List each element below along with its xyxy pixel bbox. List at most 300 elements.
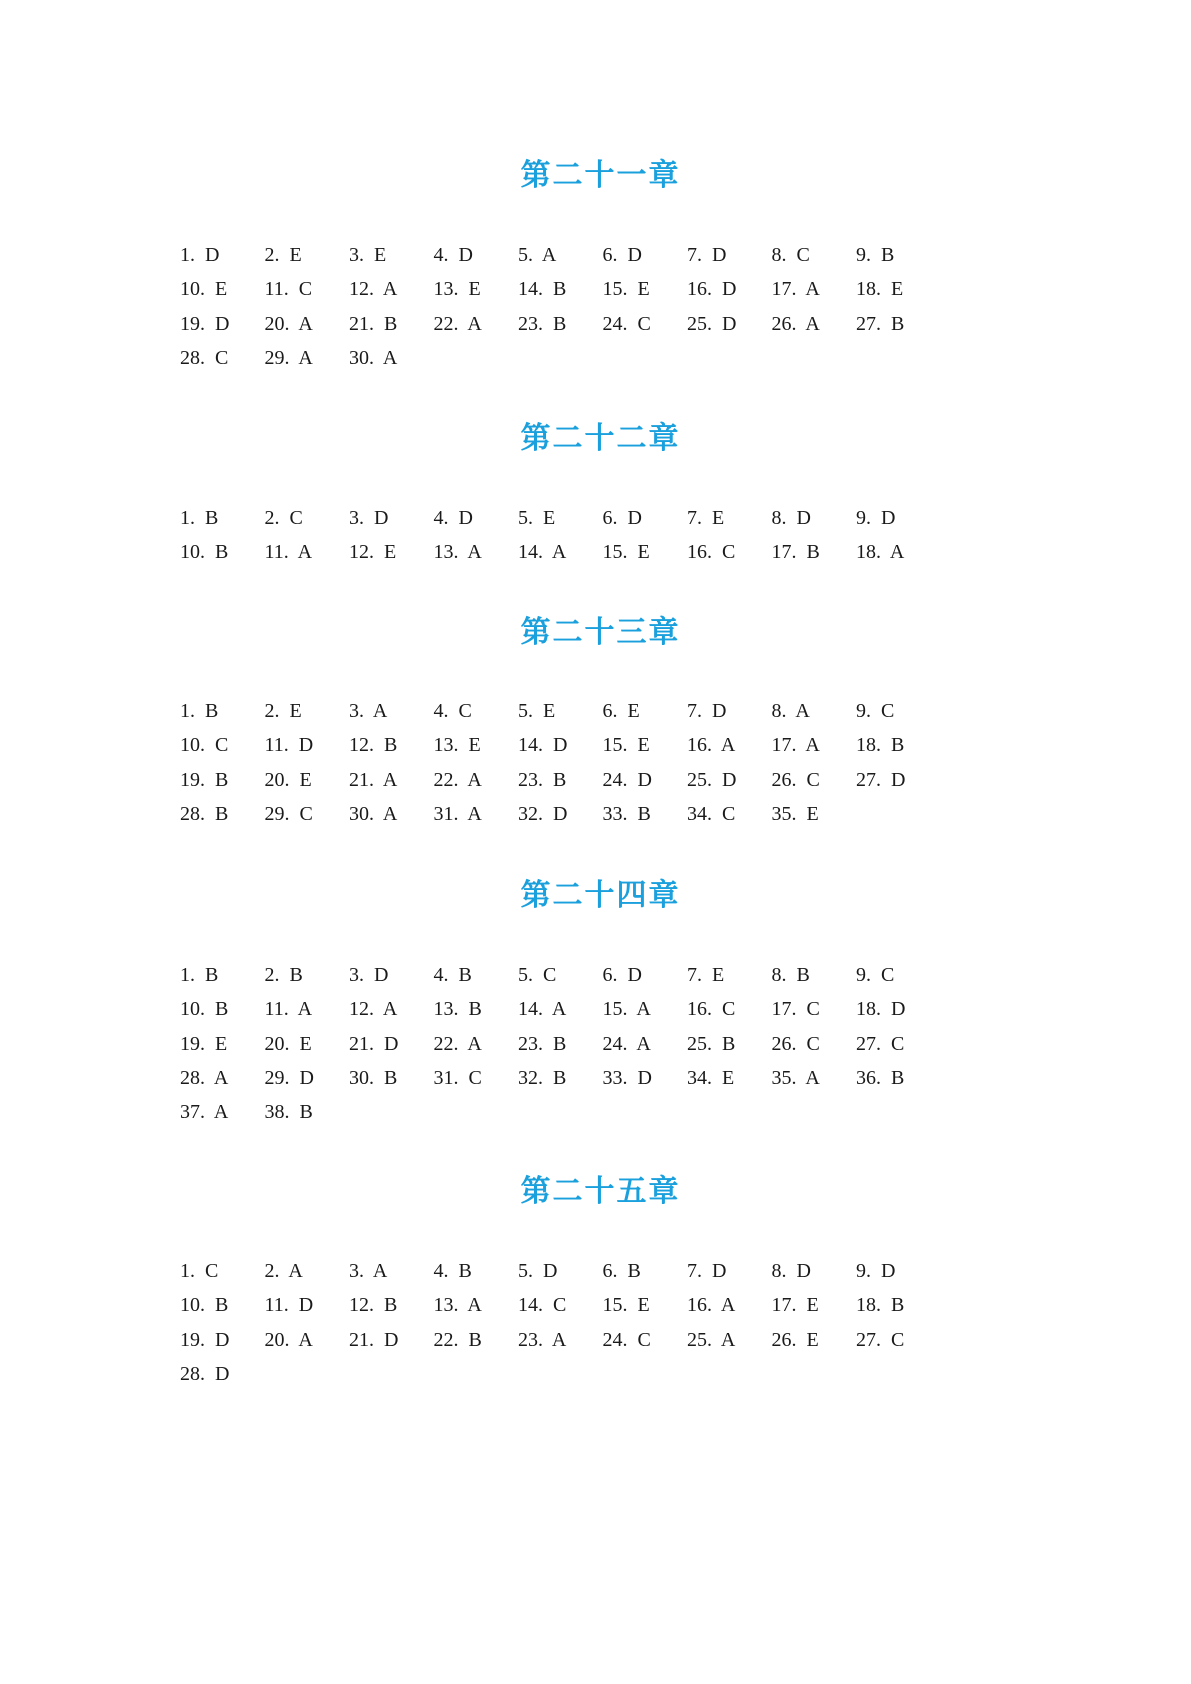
- answer-letter: A: [467, 541, 482, 564]
- question-number: 3.: [349, 1260, 364, 1282]
- answer-item: [434, 1323, 519, 1357]
- answer-letter: B: [891, 1294, 905, 1317]
- answer-item: [180, 341, 265, 375]
- answer-item: [856, 501, 941, 535]
- question-number: 1.: [180, 244, 195, 266]
- answer-letter: B: [891, 734, 905, 757]
- answer-item: [349, 694, 434, 728]
- chapter-section: [0, 421, 1191, 564]
- chapter-title: 第二十二章: [520, 421, 681, 456]
- answer-letter: A: [382, 768, 398, 791]
- answer-item: [772, 1254, 857, 1288]
- answer-item: [434, 992, 519, 1026]
- answer-item: [772, 992, 857, 1026]
- question-number: 11.: [264, 541, 289, 564]
- answer-letter: C: [891, 1032, 905, 1055]
- answer-letter: D: [712, 1260, 727, 1282]
- answer-item: [518, 535, 603, 569]
- question-number: 5.: [518, 244, 533, 266]
- answer-item: [603, 501, 688, 535]
- answer-letter: D: [215, 312, 230, 335]
- answer-item: [856, 1027, 941, 1061]
- answer-letter: A: [298, 1328, 313, 1351]
- answer-letter: C: [205, 1260, 219, 1282]
- question-number: 3.: [349, 507, 364, 529]
- answer-letter: B: [722, 1032, 736, 1055]
- answer-item: [434, 763, 519, 797]
- question-number: 21.: [349, 1328, 374, 1351]
- answer-letter: E: [543, 507, 556, 529]
- answer-letter: A: [805, 734, 820, 757]
- question-number: 19.: [180, 1032, 205, 1055]
- answer-item: [265, 1095, 350, 1129]
- question-number: 26.: [771, 1328, 797, 1351]
- answer-letter: A: [805, 278, 820, 301]
- question-number: 19.: [180, 1328, 205, 1351]
- answer-letter: B: [215, 1294, 229, 1317]
- answer-letter: A: [298, 312, 313, 335]
- answer-item: [349, 1323, 434, 1357]
- question-number: 23.: [518, 1032, 543, 1055]
- answer-item: [603, 1061, 688, 1095]
- question-number: 21.: [349, 1032, 374, 1055]
- answer-letter: C: [806, 1032, 820, 1055]
- answer-letter: A: [720, 1294, 736, 1317]
- question-number: 14.: [518, 541, 543, 564]
- answer-letter: C: [881, 700, 895, 722]
- question-number: 24.: [602, 768, 628, 791]
- answer-letter: A: [551, 1328, 567, 1351]
- answer-list: [180, 694, 960, 831]
- answer-item: [518, 1288, 603, 1322]
- answer-item: [772, 238, 857, 272]
- answer-letter: B: [205, 964, 219, 986]
- answer-item: [180, 1027, 265, 1061]
- question-number: 14.: [518, 998, 543, 1021]
- question-number: 4.: [433, 964, 449, 986]
- question-number: 7.: [687, 964, 702, 986]
- answer-item: [434, 1288, 519, 1322]
- answer-item: [687, 501, 772, 535]
- answer-item: [265, 1027, 350, 1061]
- answer-item: [180, 307, 265, 341]
- answer-item: [687, 1254, 772, 1288]
- answer-letter: B: [796, 964, 810, 986]
- answer-item: [265, 272, 350, 306]
- answer-letter: B: [215, 768, 229, 791]
- answer-letter: E: [468, 278, 481, 301]
- chapter-section: [0, 158, 1191, 369]
- answer-letter: E: [289, 700, 302, 722]
- answer-item: [772, 501, 857, 535]
- answer-letter: B: [881, 244, 895, 266]
- answer-letter: E: [289, 244, 302, 266]
- answer-item: [603, 1027, 688, 1061]
- answer-letter: A: [467, 768, 482, 791]
- answer-item: [180, 1357, 265, 1391]
- question-number: 20.: [264, 1032, 290, 1055]
- answer-item: [603, 958, 688, 992]
- question-number: 10.: [180, 541, 205, 564]
- question-number: 30.: [349, 1066, 374, 1089]
- answer-letter: B: [289, 964, 303, 986]
- question-number: 29.: [264, 346, 290, 369]
- question-number: 16.: [687, 734, 712, 757]
- answer-item: [687, 958, 772, 992]
- question-number: 12.: [349, 541, 374, 564]
- answer-letter: E: [722, 1066, 735, 1089]
- answer-letter: D: [796, 507, 811, 529]
- answer-letter: D: [637, 1066, 652, 1089]
- answer-item: [518, 728, 603, 762]
- question-number: 10.: [180, 1294, 205, 1317]
- question-number: 15.: [602, 734, 628, 757]
- question-number: 20.: [264, 1328, 290, 1351]
- answer-item: [434, 958, 519, 992]
- question-number: 23.: [518, 768, 543, 791]
- answer-item: [434, 694, 519, 728]
- answer-letter: B: [384, 734, 398, 757]
- answer-letter: C: [796, 244, 810, 266]
- answer-letter: D: [543, 1260, 558, 1282]
- question-number: 13.: [433, 1294, 459, 1317]
- question-number: 15.: [602, 1294, 628, 1317]
- answer-letter: A: [382, 346, 398, 369]
- question-number: 10.: [180, 734, 205, 757]
- question-number: 4.: [433, 1260, 449, 1282]
- question-number: 4.: [433, 700, 449, 722]
- answer-item: [772, 1061, 857, 1095]
- answer-letter: E: [891, 278, 904, 301]
- answer-item: [856, 992, 941, 1026]
- question-number: 27.: [856, 1032, 881, 1055]
- answer-item: [687, 1323, 772, 1357]
- question-number: 18.: [856, 278, 881, 301]
- answer-letter: C: [722, 998, 736, 1021]
- answer-item: [687, 272, 772, 306]
- answer-letter: A: [805, 1066, 820, 1089]
- question-number: 7.: [687, 700, 702, 722]
- answer-item: [349, 992, 434, 1026]
- answer-list: [180, 238, 960, 375]
- answer-item: [518, 238, 603, 272]
- answer-item: [180, 272, 265, 306]
- answer-letter: A: [382, 278, 398, 301]
- answer-letter: E: [806, 1328, 819, 1351]
- answer-list: [180, 958, 960, 1129]
- answer-item: [772, 958, 857, 992]
- answer-item: [434, 1061, 519, 1095]
- answer-letter: A: [382, 802, 398, 825]
- answer-item: [349, 1061, 434, 1095]
- question-number: 36.: [856, 1066, 881, 1089]
- question-number: 28.: [180, 346, 205, 369]
- answer-letter: C: [215, 346, 229, 369]
- answer-letter: C: [722, 541, 736, 564]
- answer-letter: A: [889, 541, 905, 564]
- question-number: 4.: [433, 244, 449, 266]
- answer-item: [180, 1254, 265, 1288]
- answer-item: [856, 728, 941, 762]
- answer-letter: A: [551, 998, 567, 1021]
- answer-item: [349, 535, 434, 569]
- answer-item: [349, 797, 434, 831]
- question-number: 18.: [856, 1294, 881, 1317]
- answer-item: [856, 958, 941, 992]
- question-number: 18.: [856, 998, 881, 1021]
- answer-item: [434, 238, 519, 272]
- answer-letter: D: [298, 1294, 314, 1317]
- question-number: 14.: [518, 734, 543, 757]
- question-number: 14.: [518, 278, 543, 301]
- question-number: 6.: [602, 700, 618, 722]
- question-number: 5.: [518, 964, 533, 986]
- answer-item: [856, 694, 941, 728]
- question-number: 28.: [180, 1066, 205, 1089]
- answer-item: [265, 238, 350, 272]
- question-number: 19.: [180, 312, 205, 335]
- answer-item: [349, 238, 434, 272]
- answer-letter: E: [215, 278, 228, 301]
- answer-letter: B: [806, 541, 820, 564]
- question-number: 29.: [264, 802, 290, 825]
- answer-item: [434, 501, 519, 535]
- answer-letter: A: [288, 1260, 303, 1282]
- answer-item: [518, 1323, 603, 1357]
- answer-letter: C: [637, 312, 651, 335]
- answer-letter: A: [382, 998, 398, 1021]
- answer-item: [856, 1254, 941, 1288]
- answer-letter: C: [637, 1328, 651, 1351]
- answer-letter: B: [384, 1294, 398, 1317]
- question-number: 33.: [602, 1066, 628, 1089]
- answer-item: [603, 992, 688, 1026]
- question-number: 6.: [602, 964, 618, 986]
- answer-item: [265, 501, 350, 535]
- answer-item: [687, 992, 772, 1026]
- answer-item: [603, 797, 688, 831]
- answer-item: [349, 341, 434, 375]
- answer-letter: A: [467, 1294, 482, 1317]
- answer-item: [603, 1254, 688, 1288]
- answer-letter: D: [722, 312, 737, 335]
- question-number: 28.: [180, 1362, 205, 1385]
- answer-item: [349, 1254, 434, 1288]
- answer-item: [518, 1061, 603, 1095]
- answer-letter: B: [458, 964, 472, 986]
- question-number: 10.: [180, 278, 205, 301]
- answer-letter: D: [299, 1066, 314, 1089]
- question-number: 8.: [771, 964, 787, 986]
- answer-letter: D: [881, 507, 896, 529]
- answer-item: [518, 307, 603, 341]
- question-number: 5.: [518, 507, 533, 529]
- answer-item: [772, 1323, 857, 1357]
- question-number: 22.: [433, 768, 459, 791]
- answer-item: [856, 238, 941, 272]
- answer-item: [180, 1061, 265, 1095]
- chapter-section: [0, 1174, 1191, 1385]
- answer-letter: A: [636, 1032, 651, 1055]
- question-number: 9.: [856, 1260, 871, 1282]
- question-number: 24.: [602, 1032, 628, 1055]
- answer-item: [434, 797, 519, 831]
- answer-letter: D: [553, 802, 568, 825]
- question-number: 15.: [602, 541, 628, 564]
- answer-item: [772, 694, 857, 728]
- answer-item: [434, 272, 519, 306]
- question-number: 37.: [180, 1101, 205, 1124]
- answer-letter: C: [722, 802, 736, 825]
- answer-item: [687, 307, 772, 341]
- answer-item: [603, 307, 688, 341]
- answer-letter: D: [215, 1362, 230, 1385]
- question-number: 32.: [518, 1066, 543, 1089]
- chapter-title: 第二十一章: [520, 158, 681, 193]
- question-number: 2.: [264, 964, 280, 986]
- answer-letter: E: [712, 964, 725, 986]
- answer-item: [518, 797, 603, 831]
- answer-letter: D: [374, 964, 389, 986]
- question-number: 32.: [518, 802, 543, 825]
- answer-letter: B: [299, 1101, 313, 1124]
- answer-letter: B: [215, 541, 229, 564]
- answer-letter: A: [467, 312, 482, 335]
- answer-item: [518, 501, 603, 535]
- answer-item: [518, 694, 603, 728]
- answer-letter: B: [553, 1066, 567, 1089]
- answer-item: [603, 1323, 688, 1357]
- question-number: 17.: [771, 734, 797, 757]
- answer-item: [349, 1027, 434, 1061]
- answer-item: [180, 535, 265, 569]
- question-number: 19.: [180, 768, 205, 791]
- answer-item: [265, 1323, 350, 1357]
- question-number: 18.: [856, 541, 881, 564]
- question-number: 30.: [349, 802, 374, 825]
- question-number: 3.: [349, 244, 364, 266]
- answer-letter: E: [637, 278, 650, 301]
- question-number: 28.: [180, 802, 205, 825]
- question-number: 26.: [771, 1032, 797, 1055]
- answer-item: [772, 763, 857, 797]
- question-number: 3.: [349, 964, 364, 986]
- answer-item: [349, 958, 434, 992]
- answer-letter: B: [205, 700, 219, 722]
- question-number: 16.: [687, 541, 712, 564]
- answer-item: [434, 535, 519, 569]
- answer-item: [434, 1254, 519, 1288]
- question-number: 11.: [264, 998, 289, 1021]
- answer-item: [687, 1288, 772, 1322]
- question-number: 16.: [687, 998, 712, 1021]
- answer-item: [265, 694, 350, 728]
- answer-letter: B: [205, 507, 219, 529]
- question-number: 2.: [264, 700, 280, 722]
- answer-letter: B: [553, 1032, 567, 1055]
- answer-letter: A: [213, 1066, 229, 1089]
- answer-item: [265, 341, 350, 375]
- answer-item: [603, 694, 688, 728]
- answer-item: [265, 763, 350, 797]
- answer-letter: D: [722, 278, 737, 301]
- answer-item: [856, 763, 941, 797]
- question-number: 13.: [433, 278, 459, 301]
- answer-letter: C: [806, 768, 820, 791]
- answer-letter: E: [637, 734, 650, 757]
- question-number: 7.: [687, 244, 702, 266]
- question-number: 1.: [180, 700, 195, 722]
- answer-item: [180, 1323, 265, 1357]
- answer-item: [265, 797, 350, 831]
- question-number: 26.: [771, 768, 797, 791]
- answer-letter: D: [205, 244, 220, 266]
- answer-letter: D: [712, 244, 727, 266]
- answer-letter: E: [543, 700, 556, 722]
- answer-letter: B: [553, 768, 567, 791]
- question-number: 31.: [433, 1066, 459, 1089]
- question-number: 16.: [687, 278, 712, 301]
- answer-item: [603, 535, 688, 569]
- answer-item: [265, 728, 350, 762]
- question-number: 25.: [687, 1328, 712, 1351]
- answer-item: [772, 272, 857, 306]
- question-number: 15.: [602, 998, 628, 1021]
- answer-letter: A: [213, 1101, 229, 1124]
- question-number: 6.: [602, 507, 618, 529]
- answer-item: [687, 535, 772, 569]
- question-number: 24.: [602, 312, 628, 335]
- question-number: 16.: [687, 1294, 712, 1317]
- answer-letter: A: [298, 346, 313, 369]
- answer-item: [349, 272, 434, 306]
- answer-letter: D: [298, 734, 314, 757]
- answer-letter: A: [297, 541, 313, 564]
- answer-item: [603, 728, 688, 762]
- question-number: 4.: [433, 507, 449, 529]
- answer-letter: D: [627, 507, 642, 529]
- question-number: 12.: [349, 278, 374, 301]
- question-number: 14.: [518, 1294, 543, 1317]
- answer-letter: A: [467, 802, 482, 825]
- question-number: 6.: [602, 244, 618, 266]
- question-number: 25.: [687, 1032, 712, 1055]
- answer-letter: D: [458, 244, 473, 266]
- question-number: 1.: [180, 1260, 195, 1282]
- answer-item: [180, 694, 265, 728]
- chapter-section: [0, 878, 1191, 1124]
- question-number: 7.: [687, 1260, 702, 1282]
- answer-letter: E: [374, 244, 387, 266]
- answer-letter: B: [553, 312, 567, 335]
- answer-item: [772, 728, 857, 762]
- answer-letter: C: [458, 700, 472, 722]
- question-number: 35.: [771, 1066, 797, 1089]
- question-number: 11.: [264, 278, 289, 301]
- answer-letter: C: [299, 802, 313, 825]
- answer-item: [772, 307, 857, 341]
- answer-item: [518, 272, 603, 306]
- question-number: 12.: [349, 734, 374, 757]
- question-number: 27.: [856, 768, 881, 791]
- chapter-title: 第二十五章: [520, 1174, 681, 1209]
- question-number: 2.: [264, 1260, 280, 1282]
- question-number: 27.: [856, 312, 881, 335]
- question-number: 30.: [349, 346, 374, 369]
- answer-letter: E: [215, 1032, 228, 1055]
- answer-item: [349, 501, 434, 535]
- answer-item: [518, 763, 603, 797]
